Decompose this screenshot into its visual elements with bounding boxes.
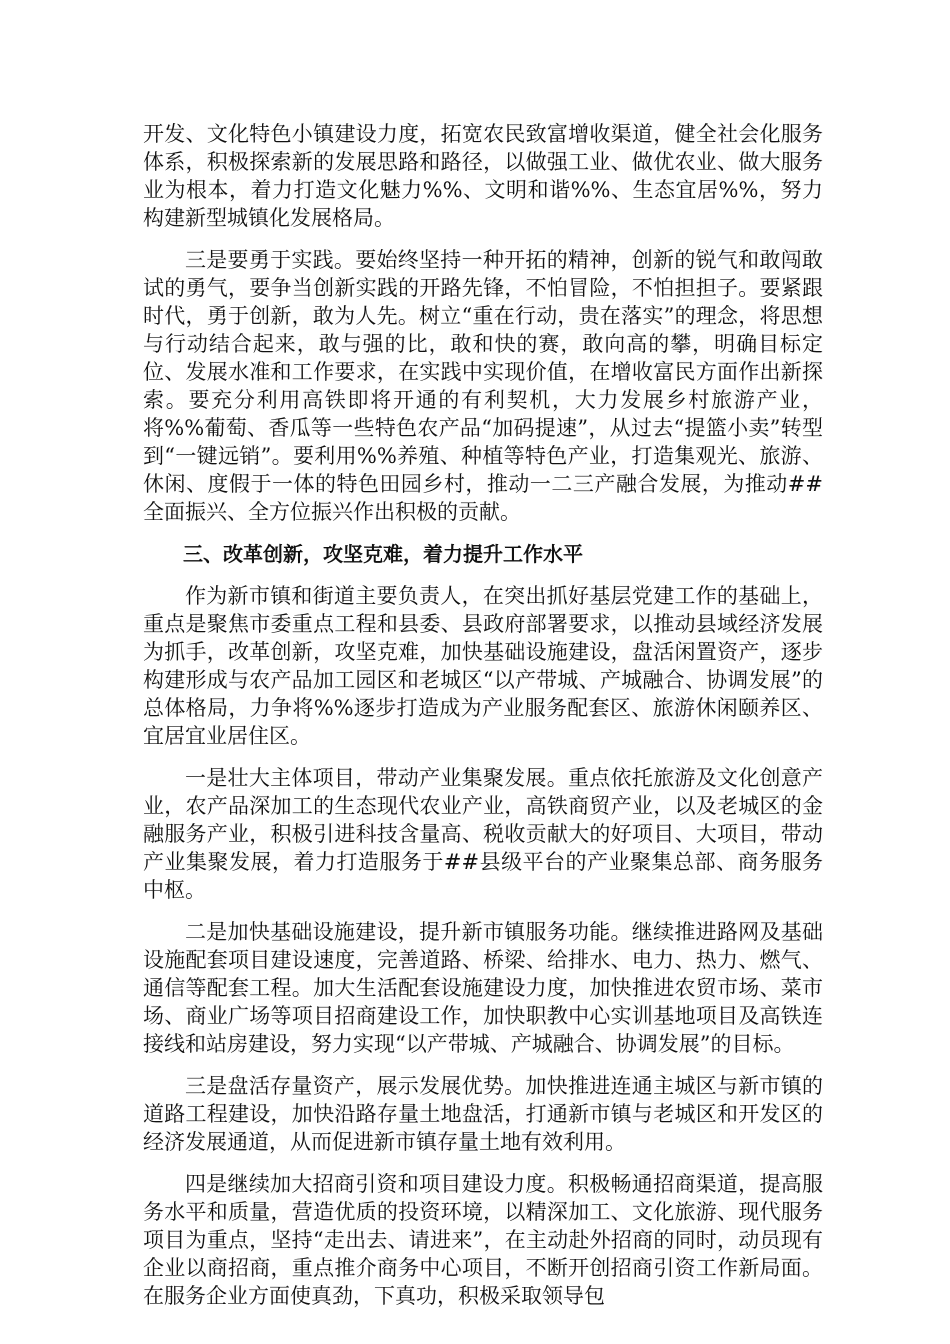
paragraph-point-one: 一是壮大主体项目，带动产业集聚发展。重点依托旅游及文化创意产业，农产品深加工的生态现代农业产业，高铁商贸产业，以及老城区的金融服务产业，积极引进科技含量高、税收贡献大的好项目、大项目，带动产业集聚发展，着力打造服务于##县级平台的产业聚集总部、商务服务中枢。: [143, 766, 823, 902]
section-heading: 三、改革创新，攻坚克难，着力提升工作水平: [183, 542, 583, 566]
paragraph-point-four: 四是继续加大招商引资和项目建设力度。积极畅通招商渠道，提高服务水平和质量，营造优质的投资环境，以精深加工、文化旅游、现代服务项目为重点，坚持“走出去、请进来”，在主动赴外招商的同时，动员现有企业以商招商，重点推介商务中心项目，不断开创招商引资工作新局面。在服务企业方面使真劲，下真功，积极采取领导包: [143, 1172, 823, 1308]
paragraph-point-two: 二是加快基础设施建设，提升新市镇服务功能。继续推进路网及基础设施配套项目建设速度，完善道路、桥梁、给排水、电力、热力、燃气、通信等配套工程。加大生活配套设施建设力度，加快推进农贸市场、菜市场、商业广场等项目招商建设工作，加快职教中心实训基地项目及高铁连接线和站房建设，努力实现“以产带城、产城融合、协调发展”的目标。: [143, 920, 823, 1056]
paragraph-practice: 三是要勇于实践。要始终坚持一种开拓的精神，创新的锐气和敢闯敢试的勇气，要争当创新实践的开路先锋，不怕冒险，不怕担担子。要紧跟时代，勇于创新，敢为人先。树立“重在行动，贵在落实”的理念，将思想与行动结合起来，敢与强的比，敢和快的赛，敢向高的攀，明确目标定位、发展水准和工作要求，在实践中实现价值，在增收富民方面作出新探索。要充分利用高铁即将开通的有利契机，大力发展乡村旅游产业，将%%葡萄、香瓜等一些特色农产品“加码提速”，从过去“提篮小卖”转型到“一键远销”。要利用%%养殖、种植等特色产业，打造集观光、旅游、休闲、度假于一体的特色田园乡村，推动一二三产融合发展，为推动##全面振兴、全方位振兴作出积极的贡献。: [143, 248, 823, 524]
paragraph-intro: 作为新市镇和街道主要负责人，在突出抓好基层党建工作的基础上，重点是聚焦市委重点工程和县委、县政府部署要求，以推动县域经济发展为抓手，改革创新，攻坚克难，加快基础设施建设，盘活闲置资产，逐步构建形成与农产品加工园区和老城区“以产带城、产城融合、协调发展”的总体格局，力争将%%逐步打造成为产业服务配套区、旅游休闲颐养区、宜居宜业居住区。: [143, 584, 823, 748]
document-page: [143, 120, 823, 1324]
paragraph-point-three: 三是盘活存量资产，展示发展优势。加快推进连通主城区与新市镇的道路工程建设，加快沿路存量土地盘活，打通新市镇与老城区和开发区的经济发展通道，从而促进新市镇存量土地有效利用。: [143, 1074, 823, 1154]
paragraph-continuation: 开发、文化特色小镇建设力度，拓宽农民致富增收渠道，健全社会化服务体系，积极探索新的发展思路和路径，以做强工业、做优农业、做大服务业为根本，着力打造文化魅力%%、文明和谐%%、生态宜居%%，努力构建新型城镇化发展格局。: [143, 122, 823, 230]
